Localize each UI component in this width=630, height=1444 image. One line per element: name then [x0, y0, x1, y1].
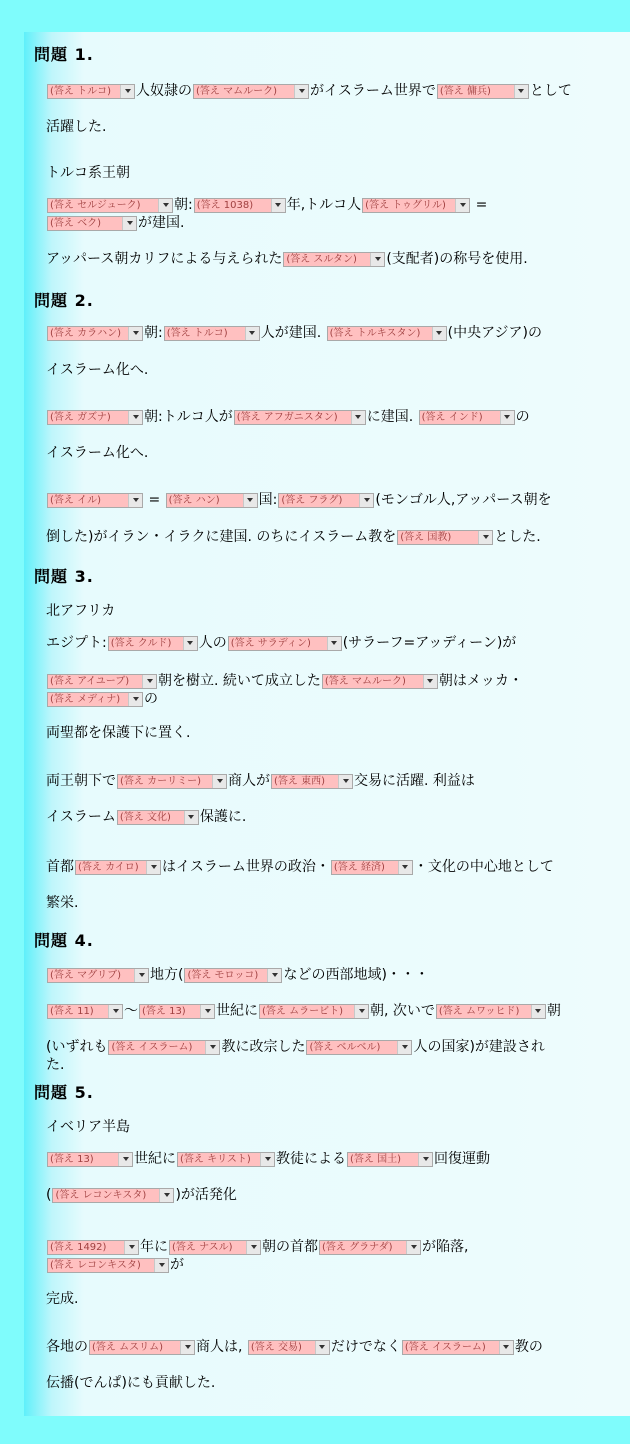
answer-dropdown[interactable]: [331, 860, 413, 875]
answer-dropdown-value: (答え カーリミー): [120, 775, 201, 787]
answer-dropdown[interactable]: [47, 674, 157, 689]
line-text: 朝:: [144, 325, 163, 341]
question-line: [46, 724, 622, 742]
answer-dropdown-value: (答え アイユーブ): [50, 675, 130, 687]
answer-dropdown[interactable]: [169, 1240, 261, 1255]
chevron-down-icon[interactable]: [200, 1005, 214, 1018]
line-text: に建国.: [366, 409, 418, 425]
line-text: 朝: [546, 1003, 561, 1019]
chevron-down-icon[interactable]: [212, 775, 226, 788]
chevron-down-icon[interactable]: [124, 1241, 138, 1254]
answer-dropdown[interactable]: [436, 1004, 546, 1019]
answer-dropdown-value: (答え レコンキスタ): [55, 1189, 147, 1201]
line-text: とした.: [494, 529, 541, 545]
question-line: [46, 1038, 622, 1056]
answer-dropdown-value: (答え 1492): [50, 1241, 107, 1253]
line-text: 朝を樹立. 続いて成立した: [158, 673, 321, 689]
answer-dropdown-value: (答え マムルーク): [196, 85, 277, 97]
question-line: [46, 1256, 622, 1274]
line-text: 両王朝下で: [46, 773, 116, 789]
line-text: 年に: [140, 1239, 168, 1255]
question-heading: 問題 5.: [34, 1083, 94, 1102]
chevron-down-icon[interactable]: [398, 861, 412, 874]
answer-dropdown[interactable]: [47, 326, 143, 341]
answer-dropdown-value: (答え セルジューク): [50, 199, 141, 211]
answer-dropdown[interactable]: [259, 1004, 369, 1019]
chevron-down-icon[interactable]: [351, 411, 365, 424]
answer-dropdown-value: (答え イスラーム): [111, 1041, 193, 1053]
chevron-down-icon[interactable]: [338, 775, 352, 788]
answer-dropdown-value: (答え フラグ): [281, 494, 343, 506]
question-line: [46, 324, 622, 342]
answer-dropdown[interactable]: [193, 84, 309, 99]
chevron-down-icon[interactable]: [246, 1241, 260, 1254]
chevron-down-icon[interactable]: [260, 1153, 274, 1166]
answer-dropdown[interactable]: [248, 1340, 330, 1355]
question-line: [46, 491, 622, 509]
answer-dropdown[interactable]: [47, 1152, 133, 1167]
chevron-down-icon[interactable]: [271, 199, 285, 212]
answer-dropdown-value: (答え 文化): [119, 811, 171, 823]
line-text: (中央アジア)の: [447, 325, 542, 341]
line-text: アッパース朝カリフによる与えられた: [46, 251, 283, 267]
chevron-down-icon[interactable]: [118, 1153, 132, 1166]
answer-dropdown[interactable]: [177, 1152, 275, 1167]
chevron-down-icon[interactable]: [128, 411, 142, 424]
chevron-down-icon[interactable]: [243, 494, 257, 507]
answer-dropdown[interactable]: [228, 636, 342, 651]
chevron-down-icon[interactable]: [142, 675, 156, 688]
chevron-down-icon[interactable]: [499, 1341, 513, 1354]
chevron-down-icon[interactable]: [455, 199, 469, 212]
chevron-down-icon[interactable]: [359, 494, 373, 507]
answer-dropdown[interactable]: [419, 410, 515, 425]
answer-dropdown-value: (答え トルキスタン): [329, 327, 421, 339]
chevron-down-icon[interactable]: [514, 85, 528, 98]
answer-dropdown-value: (答え カラハン): [50, 327, 121, 339]
question-line: [46, 808, 622, 826]
chevron-down-icon[interactable]: [120, 85, 134, 98]
line-text: イベリア半島: [46, 1119, 130, 1135]
line-text: トルコ系王朝: [46, 165, 130, 181]
question-line: [46, 634, 622, 652]
line-text: 北アフリカ: [46, 603, 116, 619]
line-text: 首都: [46, 859, 74, 875]
line-text: 完成.: [46, 1291, 79, 1307]
answer-dropdown[interactable]: [306, 1040, 412, 1055]
chevron-down-icon[interactable]: [500, 411, 514, 424]
line-text: 朝:トルコ人が: [144, 409, 233, 425]
line-text: の: [144, 691, 158, 707]
chevron-down-icon[interactable]: [134, 969, 148, 982]
content-panel: [24, 32, 630, 1416]
line-text: (: [46, 1187, 52, 1203]
answer-dropdown[interactable]: [402, 1340, 514, 1355]
chevron-down-icon[interactable]: [354, 1005, 368, 1018]
answer-dropdown[interactable]: [47, 84, 135, 99]
answer-dropdown-value: (答え 1038): [196, 199, 254, 211]
answer-dropdown-value: (答え ベルベル): [309, 1041, 381, 1053]
question-line: [46, 1290, 622, 1308]
answer-dropdown-value: (答え 11): [50, 1005, 94, 1017]
line-text: ・文化の中心地として: [413, 859, 554, 875]
question-line: [46, 82, 622, 100]
answer-dropdown[interactable]: [283, 252, 385, 267]
line-text: として: [529, 83, 572, 99]
line-text: 両聖都を保護下に置く.: [46, 725, 191, 741]
chevron-down-icon[interactable]: [267, 969, 281, 982]
answer-dropdown[interactable]: [184, 968, 282, 983]
question-line: [46, 1338, 622, 1356]
line-text: (支配者)の称号を使用.: [386, 251, 528, 267]
answer-dropdown-value: (答え トゥグリル): [365, 199, 446, 211]
line-text: 人の: [198, 635, 227, 651]
answer-dropdown-value: (答え モロッコ): [187, 969, 259, 981]
answer-dropdown-value: (答え 国土): [350, 1153, 401, 1165]
question-line: [46, 1238, 622, 1256]
line-text: 朝はメッカ・: [438, 673, 523, 689]
chevron-down-icon[interactable]: [205, 1041, 219, 1054]
answer-dropdown-value: (答え ムスリム): [92, 1341, 163, 1353]
chevron-down-icon[interactable]: [418, 1153, 432, 1166]
answer-dropdown[interactable]: [89, 1340, 195, 1355]
question-line: [46, 1118, 622, 1136]
answer-dropdown-value: (答え ムワッヒド): [438, 1005, 520, 1017]
question-line: [46, 1150, 622, 1168]
answer-dropdown[interactable]: [164, 326, 260, 341]
line-text: はイスラーム世界の政治・: [162, 859, 330, 875]
answer-dropdown-value: (答え トルコ): [50, 85, 111, 97]
question-heading: 問題 4.: [34, 931, 94, 950]
chevron-down-icon[interactable]: [423, 675, 437, 688]
line-text: 伝播(でんぱ)にも貢献した.: [46, 1375, 216, 1391]
answer-dropdown-value: (答え 経済): [333, 861, 385, 873]
answer-dropdown-value: (答え 東西): [274, 775, 325, 787]
answer-dropdown[interactable]: [47, 692, 143, 707]
line-text: 〜: [124, 1003, 138, 1019]
answer-dropdown[interactable]: [47, 198, 173, 213]
answer-dropdown[interactable]: [271, 774, 353, 789]
answer-dropdown[interactable]: [327, 326, 447, 341]
line-text: た.: [46, 1057, 65, 1073]
answer-dropdown-value: (答え 13): [50, 1153, 94, 1165]
chevron-down-icon[interactable]: [397, 1041, 411, 1054]
question-line: [46, 528, 622, 546]
chevron-down-icon[interactable]: [531, 1005, 545, 1018]
question-line: [46, 118, 622, 136]
line-text: などの西部地域)・・・: [283, 967, 429, 983]
line-text: の: [515, 409, 530, 425]
line-text: エジプト:: [46, 635, 107, 651]
line-text: 商人は,: [196, 1339, 247, 1355]
line-text: が陥落,: [422, 1239, 469, 1255]
answer-dropdown[interactable]: [362, 198, 470, 213]
line-text: 教に改宗した: [221, 1039, 306, 1055]
chevron-down-icon[interactable]: [154, 1259, 168, 1272]
chevron-down-icon[interactable]: [370, 253, 384, 266]
answer-dropdown[interactable]: [139, 1004, 215, 1019]
question-line: [46, 1374, 622, 1392]
chevron-down-icon[interactable]: [128, 494, 142, 507]
line-text: 活躍した.: [46, 119, 107, 135]
chevron-down-icon[interactable]: [122, 217, 136, 230]
line-text: )が活発化: [175, 1187, 237, 1203]
line-text: 教の: [514, 1339, 543, 1355]
answer-dropdown[interactable]: [347, 1152, 433, 1167]
answer-dropdown-value: (答え ムラービト): [262, 1005, 343, 1017]
answer-dropdown[interactable]: [108, 1040, 220, 1055]
question-line: [46, 250, 622, 268]
answer-dropdown-value: (答え 交易): [250, 1341, 302, 1353]
question-line: [46, 672, 622, 690]
question-line: [46, 602, 622, 620]
answer-dropdown[interactable]: [108, 636, 198, 651]
answer-dropdown[interactable]: [47, 1240, 139, 1255]
answer-dropdown[interactable]: [52, 1188, 174, 1203]
line-text: イスラーム化へ.: [46, 445, 149, 461]
question-line: [46, 196, 622, 214]
line-text: 繁栄.: [46, 895, 79, 911]
line-text: (いずれも: [46, 1039, 108, 1055]
line-text: が: [170, 1257, 184, 1273]
answer-dropdown-value: (答え レコンキスタ): [50, 1259, 141, 1271]
question-line: [46, 858, 622, 876]
chevron-down-icon[interactable]: [315, 1341, 329, 1354]
line-text: 人が建国.: [260, 325, 326, 341]
answer-dropdown-value: (答え サラディン): [230, 637, 311, 649]
answer-dropdown[interactable]: [234, 410, 366, 425]
answer-dropdown[interactable]: [75, 860, 161, 875]
answer-dropdown[interactable]: [47, 216, 137, 231]
line-text: 地方(: [150, 967, 184, 983]
line-text: イスラーム: [46, 809, 116, 825]
answer-dropdown-value: (答え マグリブ): [50, 969, 121, 981]
answer-dropdown-value: (答え ガズナ): [50, 411, 111, 423]
answer-dropdown-value: (答え キリスト): [180, 1153, 251, 1165]
answer-dropdown[interactable]: [47, 1258, 169, 1273]
quiz-content: [24, 32, 630, 1416]
question-line: [46, 1002, 622, 1020]
answer-dropdown-value: (答え インド): [421, 411, 483, 423]
question-line: [46, 1186, 622, 1204]
question-line: [46, 894, 622, 912]
answer-dropdown[interactable]: [47, 410, 143, 425]
line-text: 世紀に: [134, 1151, 176, 1167]
answer-dropdown-value: (答え ナスル): [172, 1241, 233, 1253]
chevron-down-icon[interactable]: [128, 327, 142, 340]
line-text: 交易に活躍. 利益は: [354, 773, 475, 789]
chevron-down-icon[interactable]: [327, 637, 341, 650]
chevron-down-icon[interactable]: [159, 1189, 173, 1202]
chevron-down-icon[interactable]: [406, 1241, 420, 1254]
line-text: だけでなく: [330, 1339, 401, 1355]
chevron-down-icon[interactable]: [478, 531, 492, 544]
chevron-down-icon[interactable]: [294, 85, 308, 98]
line-text: =: [144, 492, 165, 508]
line-text: (サラーフ=アッディーン)が: [342, 635, 517, 651]
answer-dropdown[interactable]: [322, 674, 438, 689]
question-line: [46, 408, 622, 426]
line-text: が建国.: [138, 215, 185, 231]
line-text: 世紀に: [216, 1003, 258, 1019]
line-text: 朝, 次いで: [370, 1003, 435, 1019]
chevron-down-icon[interactable]: [183, 637, 197, 650]
line-text: 人奴隷の: [136, 83, 192, 99]
line-text: 国:: [258, 492, 278, 508]
line-text: 朝:: [174, 197, 193, 213]
answer-dropdown[interactable]: [194, 198, 286, 213]
answer-dropdown-value: (答え ハン): [168, 494, 220, 506]
answer-dropdown-value: (答え マムルーク): [324, 675, 406, 687]
answer-dropdown-value: (答え ベク): [50, 217, 101, 229]
answer-dropdown-value: (答え 国教): [400, 531, 452, 543]
line-text: 商人が: [228, 773, 270, 789]
line-text: 人の国家)が建設され: [413, 1039, 545, 1055]
question-line: [46, 164, 622, 182]
answer-dropdown-value: (答え 傭兵): [439, 85, 491, 97]
answer-dropdown[interactable]: [117, 774, 227, 789]
line-text: 朝の首都: [262, 1239, 318, 1255]
chevron-down-icon[interactable]: [158, 199, 172, 212]
answer-dropdown-value: (答え グラナダ): [322, 1241, 393, 1253]
answer-dropdown[interactable]: [47, 493, 143, 508]
question-heading: 問題 3.: [34, 567, 94, 586]
chevron-down-icon[interactable]: [245, 327, 259, 340]
answer-dropdown-value: (答え アフガニスタン): [236, 411, 338, 423]
answer-dropdown[interactable]: [47, 1004, 123, 1019]
question-line: [46, 444, 622, 462]
chevron-down-icon[interactable]: [146, 861, 160, 874]
answer-dropdown-value: (答え クルド): [110, 637, 172, 649]
answer-dropdown[interactable]: [437, 84, 529, 99]
chevron-down-icon[interactable]: [108, 1005, 122, 1018]
line-text: =: [471, 197, 488, 213]
answer-dropdown-value: (答え スルタン): [286, 253, 357, 265]
answer-dropdown[interactable]: [319, 1240, 421, 1255]
chevron-down-icon[interactable]: [180, 1341, 194, 1354]
question-heading: 問題 2.: [34, 291, 94, 310]
line-text: 回復運動: [434, 1151, 490, 1167]
question-line: [46, 966, 622, 984]
question-line: [46, 772, 622, 790]
answer-dropdown[interactable]: [397, 530, 493, 545]
answer-dropdown-value: (答え イスラーム): [404, 1341, 486, 1353]
answer-dropdown[interactable]: [166, 493, 258, 508]
chevron-down-icon[interactable]: [184, 811, 198, 824]
chevron-down-icon[interactable]: [432, 327, 446, 340]
chevron-down-icon[interactable]: [128, 693, 142, 706]
answer-dropdown[interactable]: [278, 493, 374, 508]
line-text: 保護に.: [199, 809, 247, 825]
question-line: [46, 690, 622, 708]
question-heading: 問題 1.: [34, 45, 94, 64]
question-line: [46, 361, 622, 379]
question-line: [46, 1056, 622, 1074]
line-text: (モンゴル人,アッパース朝を: [375, 492, 552, 508]
line-text: 倒した)がイラン・イラクに建国. のちにイスラーム教を: [46, 529, 397, 545]
line-text: 年,トルコ人: [286, 197, 362, 213]
answer-dropdown-value: (答え カイロ): [78, 861, 139, 873]
answer-dropdown[interactable]: [47, 968, 149, 983]
answer-dropdown-value: (答え トルコ): [166, 327, 228, 339]
line-text: 教徒による: [276, 1151, 346, 1167]
answer-dropdown-value: (答え イル): [50, 494, 101, 506]
answer-dropdown-value: (答え メディナ): [50, 693, 121, 705]
line-text: イスラーム化へ.: [46, 362, 149, 378]
answer-dropdown-value: (答え 13): [142, 1005, 186, 1017]
line-text: がイスラーム世界で: [310, 83, 436, 99]
line-text: 各地の: [46, 1339, 88, 1355]
answer-dropdown[interactable]: [117, 810, 199, 825]
question-line: [46, 214, 622, 232]
